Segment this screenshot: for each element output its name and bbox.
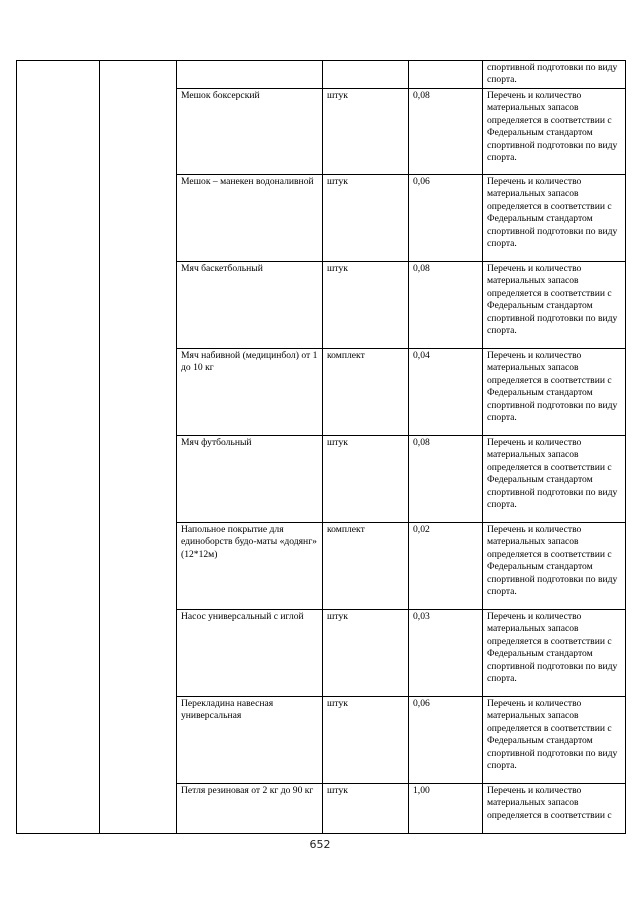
item-note: Перечень и количество материальных запасов определяется в соответствии с Федеральным стандартом спортивной подготовки по виду спорта.: [483, 610, 626, 697]
item-unit: штук: [323, 610, 409, 697]
item-note: Перечень и количество материальных запасов определяется в соответствии с Федеральным стандартом спортивной подготовки по виду спорта.: [483, 89, 626, 175]
item-unit: штук: [323, 175, 409, 262]
item-quantity: 0,08: [409, 262, 483, 349]
item-quantity: 0,08: [409, 436, 483, 523]
item-note: Перечень и количество материальных запасов определяется в соответствии с Федеральным стандартом спортивной подготовки по виду спорта.: [483, 523, 626, 610]
item-unit: штук: [323, 697, 409, 784]
item-note: Перечень и количество материальных запасов определяется в соответствии с Федеральным стандартом спортивной подготовки по виду спорта.: [483, 349, 626, 436]
equipment-table: [16, 60, 626, 834]
item-name: Мешок – манекен водоналивной: [177, 175, 323, 262]
merged-column-1: [17, 61, 100, 834]
page-number: 652: [309, 838, 331, 851]
item-note: Перечень и количество материальных запасов определяется в соответствии с Федеральным стандартом спортивной подготовки по виду спорта.: [483, 697, 626, 784]
item-name: Мяч футбольный: [177, 436, 323, 523]
item-unit: штук: [323, 784, 409, 834]
item-unit: штук: [323, 436, 409, 523]
item-quantity: 0,03: [409, 610, 483, 697]
item-unit: комплект: [323, 349, 409, 436]
item-name: Насос универсальный с иглой: [177, 610, 323, 697]
item-note: Перечень и количество материальных запасов определяется в соответствии с Федеральным стандартом спортивной подготовки по виду спорта.: [483, 262, 626, 349]
item-note: Перечень и количество материальных запасов определяется в соответствии с Федеральным стандартом спортивной подготовки по виду спорта.: [483, 436, 626, 523]
item-quantity: 0,06: [409, 175, 483, 262]
item-name: Мяч баскетбольный: [177, 262, 323, 349]
item-unit: штук: [323, 262, 409, 349]
item-unit: комплект: [323, 523, 409, 610]
item-quantity: 0,04: [409, 349, 483, 436]
item-name: Мешок боксерский: [177, 89, 323, 175]
item-quantity: 0,02: [409, 523, 483, 610]
item-unit: штук: [323, 89, 409, 175]
item-name: Перекладина навесная универсальная: [177, 697, 323, 784]
item-quantity: 1,00: [409, 784, 483, 834]
merged-column-2: [100, 61, 177, 834]
item-quantity: 0,06: [409, 697, 483, 784]
item-name: [177, 61, 323, 89]
item-note: Перечень и количество материальных запасов определяется в соответствии с: [483, 784, 626, 834]
item-name: Петля резиновая от 2 кг до 90 кг: [177, 784, 323, 834]
item-quantity: [409, 61, 483, 89]
item-name: Напольное покрытие для единоборств будо-маты «додянг» (12*12м): [177, 523, 323, 610]
item-note: спортивной подготовки по виду спорта.: [483, 61, 626, 89]
item-note: Перечень и количество материальных запасов определяется в соответствии с Федеральным стандартом спортивной подготовки по виду спорта.: [483, 175, 626, 262]
item-name: Мяч набивной (медицинбол) от 1 до 10 кг: [177, 349, 323, 436]
item-unit: [323, 61, 409, 89]
item-quantity: 0,08: [409, 89, 483, 175]
table-row: [17, 61, 626, 89]
